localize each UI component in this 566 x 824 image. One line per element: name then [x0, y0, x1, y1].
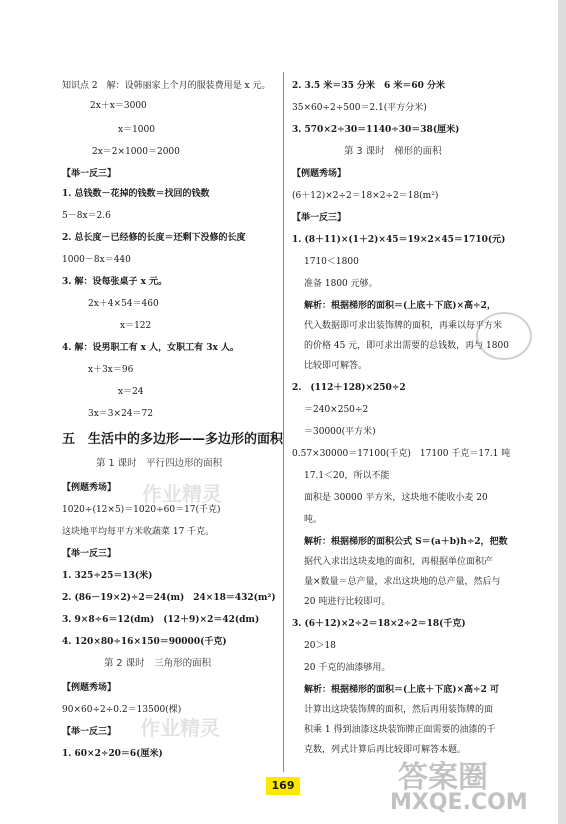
- text-line: 【举一反三】: [62, 169, 117, 179]
- text-line: 的价格 45 元，即可求出需要的总钱数，再与 1800: [304, 341, 509, 351]
- text-line: 17.1＜20，所以不能: [304, 471, 390, 481]
- text-line: (6＋12)×2÷2＝18×2÷2＝18(m²): [292, 191, 439, 201]
- text-line: 1020÷(12×5)＝1020÷60＝17(千克): [62, 505, 221, 515]
- text-line: 2. (112＋128)×250÷2: [292, 383, 406, 393]
- text-line: 积乘 1 得到油漆这块装饰牌正面需要的油漆的千: [304, 725, 496, 735]
- text-line: 20 千克的油漆够用。: [304, 663, 391, 673]
- text-line: 3x＝3×24＝72: [88, 409, 153, 419]
- text-line: 1. 60×2÷20＝6(厘米): [62, 749, 163, 759]
- text-line: 4. 解：设男职工有 x 人，女职工有 3x 人。: [62, 343, 240, 353]
- text-line: 代入数据即可求出装饰牌的面积，再乘以每平方米: [304, 321, 503, 331]
- text-line: 3. 9×8÷6＝12(dm) (12＋9)×2＝42(dm): [62, 615, 260, 625]
- text-line: 0.57×30000＝17100(千克) 17100 千克＝17.1 吨: [292, 449, 511, 459]
- text-line: 3. 解：设每张桌子 x 元。: [62, 277, 168, 287]
- corner-url: MXQE.COM: [390, 790, 528, 815]
- text-line: x＝1000: [118, 125, 155, 135]
- text-line: 2x＝2×1000＝2000: [92, 147, 180, 157]
- text-line: 解析：根据梯形的面积＝(上底＋下底)×高÷2 可: [304, 685, 499, 695]
- text-line: 知识点 2 解：设韩丽家上个月的服装费用是 x 元。: [62, 81, 271, 91]
- text-line: 1. (8＋11)×(1＋2)×45＝19×2×45＝1710(元): [292, 235, 506, 245]
- text-line: 解析：根据梯形的面积＝(上底＋下底)×高÷2，: [304, 301, 496, 311]
- text-line: 35×60÷2÷500＝2.1(平方分米): [292, 103, 427, 113]
- text-line: 5－8x＝2.6: [62, 211, 111, 221]
- lesson-3-title: 第 3 课时 梯形的面积: [344, 146, 442, 157]
- text-line: ＝240×250÷2: [304, 405, 369, 415]
- text-line: x＝122: [120, 321, 152, 331]
- text-line: 这块地平均每平方米收蔬菜 17 千克。: [62, 527, 215, 537]
- section-title: 五 生活中的多边形——多边形的面积: [62, 432, 284, 447]
- text-line: 3. (6＋12)×2÷2＝18×2÷2＝18(千克): [292, 619, 466, 629]
- text-line: 【举一反三】: [62, 727, 117, 737]
- text-line: 量×数量＝总产量，求出这块地的总产量，然后与: [304, 577, 501, 587]
- text-line: 克数，列式计算后再比较即可解答本题。: [304, 745, 467, 755]
- text-line: 准备 1800 元够。: [304, 279, 378, 289]
- text-line: 吨。: [304, 515, 323, 525]
- page-edge-ruler: [558, 0, 566, 824]
- text-line: 2x＋x＝3000: [90, 101, 147, 111]
- text-line: 4. 120×80÷16×150＝90000(千克): [62, 637, 227, 647]
- text-line: x＋3x＝96: [88, 365, 134, 375]
- text-line: 2. 3.5 米＝35 分米 6 米＝60 分米: [292, 81, 446, 91]
- text-line: 20＞18: [304, 641, 336, 651]
- text-line: 1710＜1800: [304, 257, 359, 267]
- column-divider: [283, 72, 284, 772]
- text-line: 1. 325÷25＝13(米): [62, 571, 153, 581]
- text-line: 2. 总长度－已经修的长度＝还剩下没修的长度: [62, 233, 246, 243]
- text-line: 1000－8x＝440: [62, 255, 131, 265]
- text-line: 2. (86－19×2)÷2＝24(m) 24×18＝432(m²): [62, 593, 276, 603]
- text-line: ＝30000(平方米): [304, 427, 376, 437]
- corner-logo: 答案圈: [398, 760, 488, 795]
- text-line: 【例题秀场】: [62, 683, 117, 693]
- watermark: 作业精灵: [142, 482, 222, 506]
- text-line: 20 吨进行比较即可。: [304, 597, 391, 607]
- text-line: 【例题秀场】: [292, 169, 347, 179]
- text-line: 2x＋4×54＝460: [88, 299, 159, 309]
- text-line: 【例题秀场】: [62, 483, 117, 493]
- text-line: 计算出这块装饰牌的面积，然后再用装饰牌的面: [304, 705, 494, 715]
- stamp-mark: [476, 312, 532, 360]
- lesson-1-title: 第 1 课时 平行四边形的面积: [96, 458, 223, 469]
- text-line: 【举一反三】: [62, 549, 117, 559]
- text-line: 据代入求出这块麦地的面积，再根据单位面积产: [304, 557, 494, 567]
- text-line: x＝24: [118, 387, 144, 397]
- text-line: 90×60÷2÷0.2＝13500(棵): [62, 705, 182, 715]
- text-line: 【举一反三】: [292, 213, 347, 223]
- page-number: 169: [266, 777, 300, 795]
- text-line: 解析：根据梯形的面积公式 S＝(a＋b)h÷2，把数: [304, 537, 508, 547]
- watermark: 作业精灵: [140, 716, 220, 740]
- text-line: 1. 总钱数－花掉的钱数＝找回的钱数: [62, 189, 210, 199]
- text-line: 3. 570×2÷30＝1140÷30＝38(厘米): [292, 125, 460, 135]
- text-line: 面积是 30000 平方米，这块地不能收小麦 20: [304, 493, 488, 503]
- lesson-2-title: 第 2 课时 三角形的面积: [104, 658, 212, 669]
- text-line: 比较即可解答。: [304, 361, 368, 371]
